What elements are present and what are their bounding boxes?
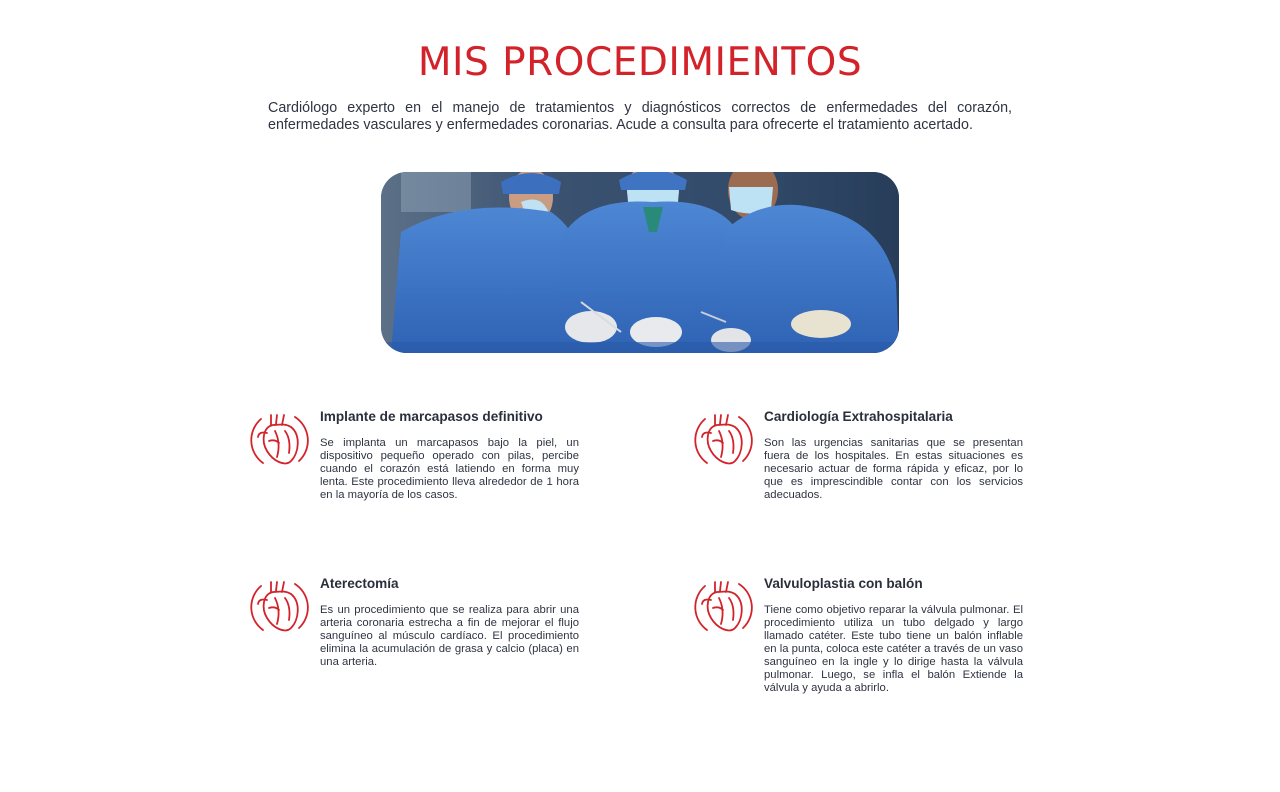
intro-text: Cardiólogo experto en el manejo de tratamientos y diagnósticos correctos de enfermedades del corazón, enfermedades vasculares y enfermedades coronarias. Acude a consulta para ofrecerte el tratamiento acertado.	[268, 100, 1012, 133]
heart-icon	[693, 409, 753, 471]
procedure-description: Se implanta un marcapasos bajo la piel, un dispositivo pequeño operado con pilas, percibe cuando el corazón está latiendo en forma muy lenta. Este procedimiento lleva alrededor de 1 hora en la mayoría de los casos.	[320, 437, 579, 501]
page-title: MIS PROCEDIMIENTOS	[417, 40, 863, 85]
procedure-card	[249, 409, 599, 549]
surgeons-operating-photo	[381, 172, 899, 353]
procedure-title: Cardiología Extrahospitalaria	[764, 409, 953, 424]
procedure-title: Aterectomía	[320, 576, 399, 591]
procedure-card	[693, 409, 1043, 549]
procedure-description: Tiene como objetivo reparar la válvula pulmonar. El procedimiento utiliza un tubo delgado y largo llamado catéter. Este tubo tiene un balón inflable en la punta, coloca este catéter a través de un vaso sanguíneo en la ingle y lo dirige hasta la válvula pulmonar. Luego, se infla el balón Extiende la válvula y ayuda a abrirlo.	[764, 604, 1023, 694]
procedure-card	[249, 576, 599, 716]
hero-image	[381, 172, 899, 353]
procedure-title: Implante de marcapasos definitivo	[320, 409, 543, 424]
procedure-title: Valvuloplastia con balón	[764, 576, 923, 591]
procedure-description: Es un procedimiento que se realiza para abrir una arteria coronaria estrecha a fin de mejorar el flujo sanguíneo al músculo cardíaco. El procedimiento elimina la acumulación de grasa y calcio (placa) en una arteria.	[320, 604, 579, 668]
heart-icon	[249, 409, 309, 471]
procedure-card	[693, 576, 1043, 736]
procedure-description: Son las urgencias sanitarias que se presentan fuera de los hospitales. En estas situaciones es necesario actuar de forma rápida y eficaz, por lo que es imprescindible contar con los servicios adecuados.	[764, 437, 1023, 501]
heart-icon	[693, 576, 753, 638]
heart-icon	[249, 576, 309, 638]
